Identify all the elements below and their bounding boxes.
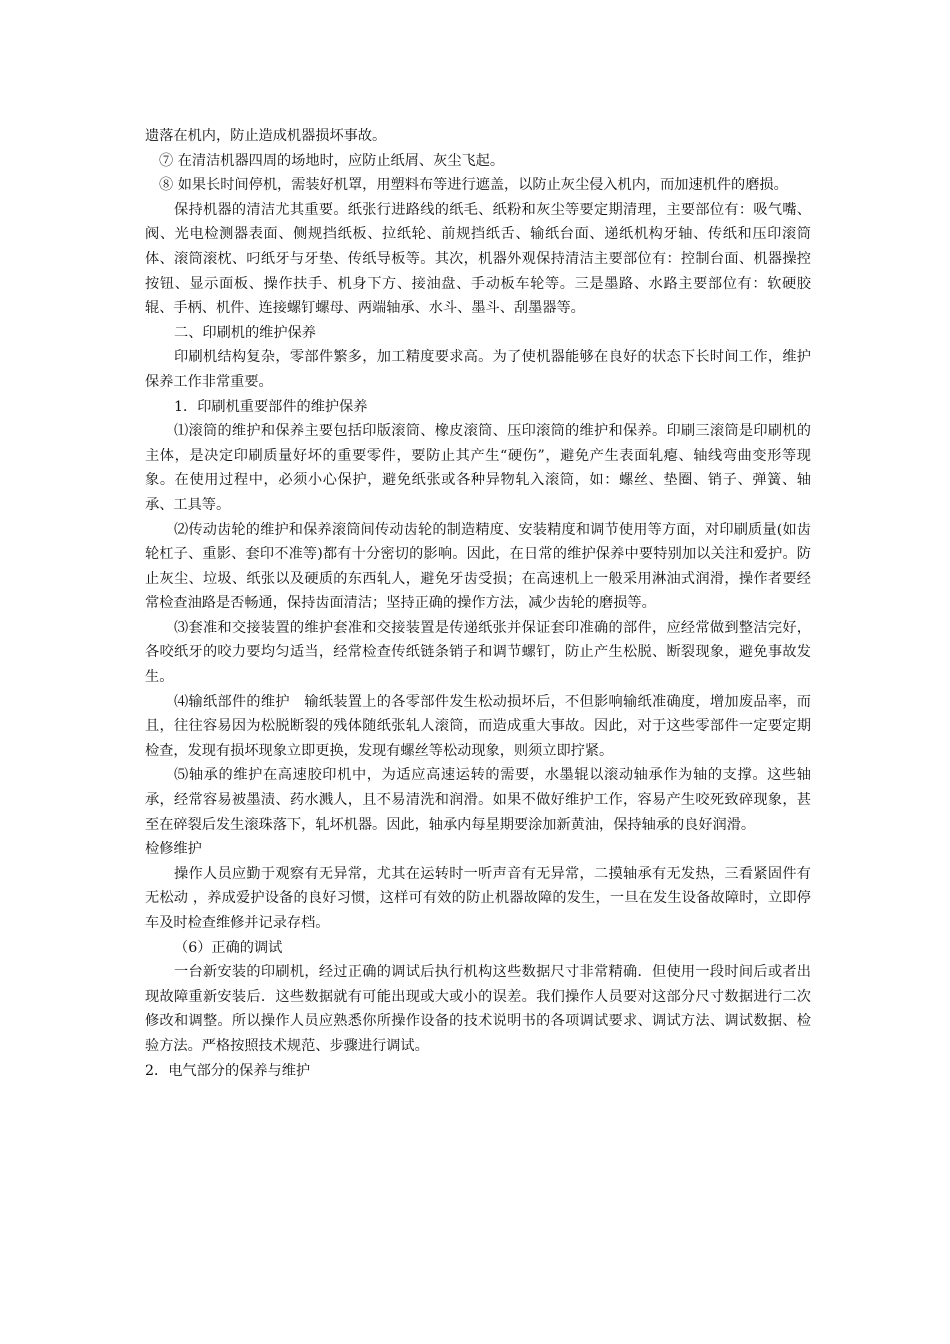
- subsection-heading: 2．电气部分的保养与维护: [145, 1062, 311, 1079]
- paragraph: ⑷输纸部件的维护 输纸装置上的各零部件发生松动损坏后，不但影响输纸准确度，增加废品率，而且，往往容易因为松脱断裂的残体随纸张轧人滚筒，而造成重大事故。因此，对于这些零部件一定要定期检查，发现有损坏现象立即更换，发现有螺丝等松动现象，则须立即拧紧。: [145, 693, 811, 759]
- document-body: [145, 124, 811, 1083]
- subsection-heading: 检修维护: [145, 841, 202, 858]
- subsection-heading: 1．印刷机重要部件的维护保养: [174, 398, 368, 415]
- section-heading: 二、印刷机的维护保养: [174, 324, 316, 341]
- paragraph: 一台新安装的印刷机，经过正确的调试后执行机构这些数据尺寸非常精确．但使用一段时间后或者出现故障重新安装后．这些数据就有可能出现或大或小的误差。我们操作人员要对这部分尺寸数据进行二次修改和调整。所以操作人员应熟悉你所操作设备的技术说明书的各项调试要求、调试方法、调试数据、检验方法。严格按照技术规范、步骤进行调试。: [145, 964, 811, 1054]
- subsection-heading: （6）正确的调试: [174, 939, 283, 956]
- paragraph: ⑦ 在清洁机器四周的场地时，应防止纸屑、灰尘飞起。: [159, 152, 505, 169]
- paragraph: 操作人员应勤于观察有无异常，尤其在运转时一听声音有无异常，二摸轴承有无发热，三看紧固件有无松动 ，养成爱护设备的良好习惯，这样可有效的防止机器故障的发生，一旦在发生设备故障时，立即停车及时检查维修并记录存档。: [145, 865, 811, 931]
- paragraph: ⑧ 如果长时间停机，需装好机罩，用塑料布等进行遮盖，以防止灰尘侵入机内，而加速机件的磨损。: [159, 177, 788, 194]
- paragraph: ⑸轴承的维护在高速胶印机中，为适应高速运转的需要，水墨辊以滚动轴承作为轴的支撑。这些轴承，经常容易被墨渍、药水溅人，且不易清洗和润滑。如果不做好维护工作，容易产生咬死致碎现象，甚至在碎裂后发生滚珠落下，轧坏机器。因此，轴承内每星期要涂加新黄油，保持轴承的良好润滑。: [145, 767, 811, 833]
- paragraph: 遗落在机内，防止造成机器损坏事故。: [145, 128, 387, 144]
- paragraph: 印刷机结构复杂，零部件繁多，加工精度要求高。为了使机器能够在良好的状态下长时间工作，维护保养工作非常重要。: [145, 349, 811, 390]
- paragraph: ⑶套准和交接装置的维护套准和交接装置是传递纸张并保证套印准确的部件，应经常做到整洁完好，各咬纸牙的咬力要均匀适当，经常检查传纸链条销子和调节螺钉，防止产生松脱、断裂现象，避免事故发生。: [145, 619, 811, 686]
- paragraph: ⑴滚筒的维护和保养主要包括印版滚筒、橡皮滚筒、压印滚筒的维护和保养。印刷三滚筒是印刷机的主体，是决定印刷质量好坏的重要零件，要防止其产生“硬伤”，避免产生表面轧瘪、轴线弯曲变形等现象。在使用过程中，必须小心保护，避免纸张或各种异物轧入滚筒，如：螺丝、垫圈、销子、弹簧、轴承、工具等。: [145, 423, 811, 513]
- paragraph: ⑵传动齿轮的维护和保养滚筒间传动齿轮的制造精度、安装精度和调节使用等方面，对印刷质量(如齿轮杠子、重影、套印不准等)都有十分密切的影响。因此，在日常的维护保养中要特别加以关注和爱护。防止灰尘、垃圾、纸张以及硬质的东西轧人，避免牙齿受损；在高速机上一般采用淋油式润滑，操作者要经常检查油路是否畅通，保持齿面清洁；坚持正确的操作方法，减少齿轮的磨损等。: [145, 521, 811, 612]
- paragraph: 保持机器的清洁尤其重要。纸张行进路线的纸毛、纸粉和灰尘等要定期清理，主要部位有：吸气嘴、阀、光电检测器表面、侧规挡纸板、拉纸轮、前规挡纸舌、输纸台面、递纸机构牙轴、传纸和压印滚筒体、滚筒滚枕、叼纸牙与牙垫、传纸导板等。其次，机器外观保持清洁主要部位有：控制台面、机器操控按钮、显示面板、操作扶手、机身下方、接油盘、手动板车轮等。三是墨路、水路主要部位有：软硬胶辊、手柄、机件、连接螺钉螺母、两端轴承、水斗、墨斗、刮墨器等。: [145, 201, 811, 317]
